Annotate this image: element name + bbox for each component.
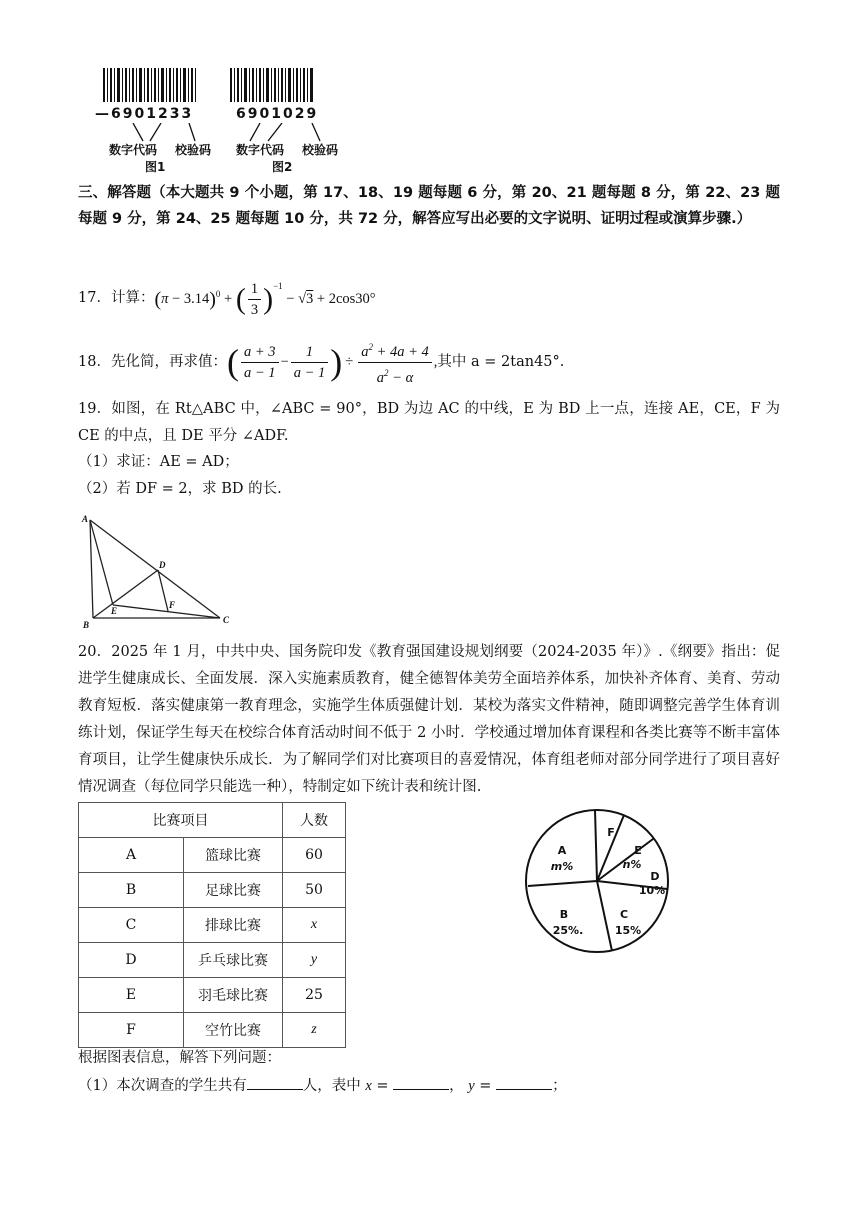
question-17 — [78, 278, 376, 318]
label-b: B — [83, 620, 90, 630]
table-row — [79, 978, 346, 1013]
barcode-digits-1: —6901233 — [95, 106, 194, 122]
row-count: z — [283, 1013, 346, 1048]
pie-label-d: D — [650, 870, 660, 883]
row-code: B — [79, 873, 184, 908]
barcode-figure-2 — [230, 68, 350, 178]
digit-code-label-1: 数字代码 — [109, 143, 158, 157]
q17-expression: $(\pi - 3.14)^0$ + ( $\frac{1}{3}$ )$^{-1}$ − √3 + 2cos30° — [154, 280, 376, 319]
barcode-image-2 — [230, 68, 320, 102]
check-code-label-2: 校验码 — [302, 143, 339, 157]
row-name: 羽毛球比赛 — [184, 978, 283, 1013]
table-row — [79, 838, 346, 873]
segment-df — [158, 570, 168, 611]
row-count: 50 — [283, 873, 346, 908]
figure-caption-1: 图1 — [145, 160, 166, 174]
triangle-figure — [78, 510, 248, 635]
row-code: E — [79, 978, 184, 1013]
part1-text-c: ， — [449, 1078, 464, 1094]
row-name: 足球比赛 — [184, 873, 283, 908]
row-code: C — [79, 908, 184, 943]
var-x: x — [365, 1078, 372, 1094]
pie-pct-a: m% — [550, 860, 574, 873]
pie-pct-b: 25%. — [552, 924, 584, 937]
row-name: 篮球比赛 — [184, 838, 283, 873]
row-count: x — [283, 908, 346, 943]
question-20-part-1: （1）本次调查的学生共有 人，表中 x = ， y = ； — [78, 1075, 567, 1096]
answer-blank-y[interactable] — [496, 1075, 552, 1090]
barcode-digits-2: 6901029 — [236, 106, 319, 122]
part1-text-d: ； — [552, 1078, 567, 1094]
row-count: 25 — [283, 978, 346, 1013]
table-row — [79, 873, 346, 908]
table-row — [79, 908, 346, 943]
answer-blank-total[interactable] — [247, 1075, 303, 1090]
row-code: F — [79, 1013, 184, 1048]
row-code: A — [79, 838, 184, 873]
row-count: 60 — [283, 838, 346, 873]
segment-ab — [90, 520, 93, 618]
pie-pct-e: n% — [622, 858, 642, 871]
pie-divider-cb — [597, 881, 612, 951]
table-header-count: 人数 — [283, 803, 346, 838]
label-e: E — [111, 606, 118, 616]
segment-ae — [90, 520, 113, 605]
table-row — [79, 943, 346, 978]
row-name: 排球比赛 — [184, 908, 283, 943]
stats-table — [78, 802, 346, 1048]
label-f: F — [169, 600, 176, 610]
barcode-figure-1 — [95, 68, 215, 178]
q18-expression: ( $\frac{a + 3}{a - 1}$ − $\frac{1}{a - 1}$ ) ÷ $\frac{a^2 + 4a + 4}{a^2 - \alpha}$ , — [227, 337, 437, 388]
pie-divider-ba — [528, 881, 597, 886]
question-19-part-2: （2）若 DF = 2，求 BD 的长. — [78, 481, 282, 497]
row-name: 空竹比赛 — [184, 1013, 283, 1048]
barcode-image-1 — [103, 68, 213, 102]
question-20-prompt: 根据图表信息，解答下列问题： — [78, 1050, 281, 1066]
question-19-part-1: （1）求证：AE = AD； — [78, 454, 239, 470]
table-row — [79, 1013, 346, 1048]
answer-blank-x[interactable] — [393, 1075, 449, 1090]
pie-pct-c: 15% — [614, 924, 642, 937]
question-18 — [78, 337, 564, 387]
row-name: 乒乓球比赛 — [184, 943, 283, 978]
part1-text-b: 人，表中 — [302, 1078, 361, 1094]
check-code-label-1: 校验码 — [175, 143, 212, 157]
section-3-header: 三、解答题（本大题共 9 个小题，第 17、18、19 题每题 6 分，第 20、21 题每题 8 分，第 22、23 题每题 9 分，第 24、25 题每题 10 分，共 72 分，解答应写出必要的文字说明、证明过程或演算步骤.） — [78, 185, 780, 227]
pie-label-a: A — [557, 844, 567, 857]
q17-label: 17．计算： — [78, 290, 155, 306]
q18-tail: 其中 a = 2tan45°. — [437, 354, 565, 370]
q18-label: 18．先化简，再求值： — [78, 354, 227, 370]
label-c: C — [223, 615, 230, 625]
digit-code-label-2: 数字代码 — [236, 143, 285, 157]
label-a: A — [82, 514, 89, 524]
label-d: D — [159, 560, 166, 570]
question-20-stem: 20．2025 年 1 月，中共中央、国务院印发《教育强国建设规划纲要（2024-2035 年）》.《纲要》指出：促进学生健康成长、全面发展．深入实施素质教育，健全德智体美劳全面培养体系，加快补齐体育、美育、劳动教育短板．落实健康第一教育理念，实施学生体质强健计划．某校为落实文件精神，随即调整完善学生体育训练计划，保证学生每天在校综合体育活动时间不低于 2 小时．学校通过增加体育课程和各类比赛等不断丰富体育项目，让学生健康快乐成长．为了解同学们对比赛项目的喜爱情况，体育组老师对部分同学进行了项目喜好情况调查（每位同学只能选一种），特制定如下统计表和统计图. — [78, 644, 780, 795]
pie-divider-af — [595, 810, 597, 881]
table-header-project: 比赛项目 — [79, 803, 283, 838]
row-count: y — [283, 943, 346, 978]
question-19-stem: 19．如图，在 Rt△ABC 中，∠ABC = 90°，BD 为边 AC 的中线，E 为 BD 上一点，连接 AE，CE，F 为 CE 的中点，且 DE 平分 ∠ADF. — [78, 401, 780, 444]
segment-bd — [93, 570, 158, 618]
var-y: y — [468, 1078, 475, 1094]
segment-ac — [90, 520, 220, 618]
part1-text-a: （1）本次调查的学生共有 — [78, 1078, 247, 1094]
pie-pct-d: 10% — [638, 884, 666, 897]
pie-label-b: B — [559, 908, 569, 921]
pie-label-e: E — [634, 844, 642, 857]
pie-chart — [522, 806, 672, 956]
pie-label-c: C — [619, 908, 629, 921]
figure-caption-2: 图2 — [272, 160, 293, 174]
table-header-row — [79, 803, 346, 838]
pie-label-f: F — [607, 826, 615, 839]
row-code: D — [79, 943, 184, 978]
